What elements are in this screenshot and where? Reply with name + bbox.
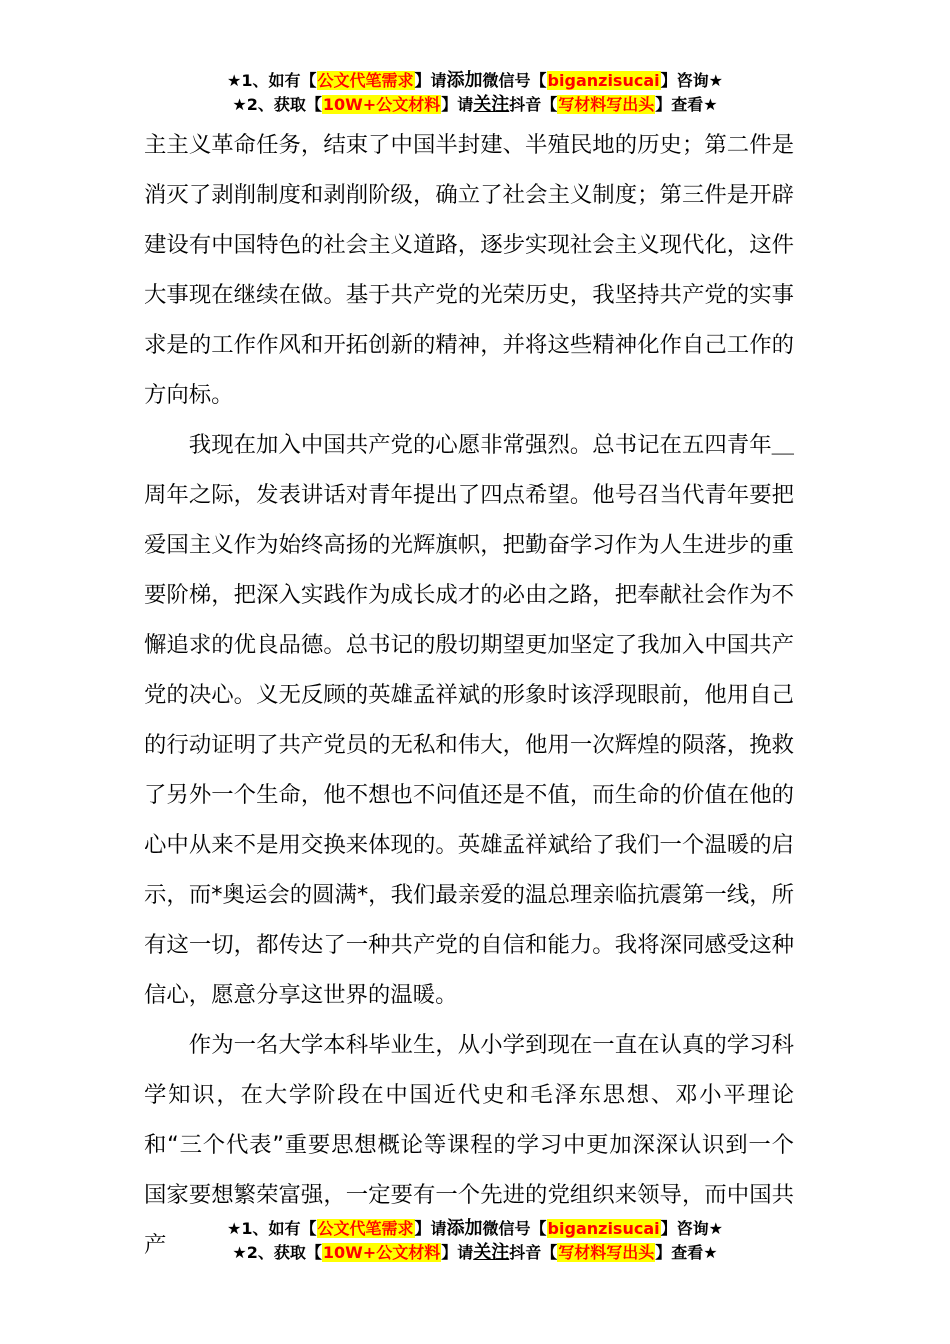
paragraph: 作为一名大学本科毕业生，从小学到现在一直在认真的学习科学知识，在大学阶段在中国近代史和毛泽东思想、邓小平理论和“三个代表”重要思想概论等课程的学习中更加深深认识到一个国家要想繁荣富强，一定要有一个先进的党组织来领导，而中国共产 — [144, 1032, 794, 1258]
banner-emphasis: 添加 — [446, 1218, 483, 1239]
banner-text: 抖音【 — [509, 95, 558, 114]
banner-text: 】查看★ — [655, 1243, 718, 1262]
banner-wechat-id: biganzisucai — [547, 71, 660, 90]
banner-emphasis: 关注 — [473, 94, 510, 115]
banner-highlight: 写材料写出头 — [558, 1243, 655, 1262]
header-banner — [0, 70, 950, 118]
banner-text: 微信号【 — [482, 71, 547, 90]
banner-text: ★2、获取【 — [232, 95, 322, 114]
banner-line-1 — [0, 70, 950, 94]
banner-emphasis: 添加 — [446, 70, 483, 91]
banner-text: ★1、如有【 — [227, 71, 317, 90]
banner-highlight: 写材料写出头 — [558, 95, 655, 114]
banner-highlight: 10W+公文材料 — [322, 95, 441, 114]
banner-line-1 — [0, 1218, 950, 1242]
banner-text: 】请 — [441, 1243, 474, 1262]
banner-text: 抖音【 — [509, 1243, 558, 1262]
banner-text: 】请 — [414, 71, 447, 90]
banner-text: 】请 — [441, 95, 474, 114]
banner-line-2 — [0, 1242, 950, 1266]
banner-text: 】请 — [414, 1219, 447, 1238]
banner-highlight: 公文代笔需求 — [317, 1219, 414, 1238]
banner-wechat-id: biganzisucai — [547, 1219, 660, 1238]
banner-text: ★1、如有【 — [227, 1219, 317, 1238]
banner-text: ★2、获取【 — [232, 1243, 322, 1262]
banner-line-2 — [0, 94, 950, 118]
paragraph: 主主义革命任务，结束了中国半封建、半殖民地的历史；第二件是消灭了剥削制度和剥削阶级，确立了社会主义制度；第三件是开辟建设有中国特色的社会主义道路，逐步实现社会主义现代化，这件大事现在继续在做。基于共产党的光荣历史，我坚持共产党的实事求是的工作作风和开拓创新的精神，并将这些精神化作自己工作的方向标。 — [144, 132, 794, 408]
banner-text: 】查看★ — [655, 95, 718, 114]
document-body — [144, 120, 794, 1270]
banner-text: 】咨询★ — [660, 1219, 723, 1238]
banner-text: 】咨询★ — [660, 71, 723, 90]
banner-emphasis: 关注 — [473, 1242, 510, 1263]
paragraph: 我现在加入中国共产党的心愿非常强烈。总书记在五四青年＿周年之际，发表讲话对青年提出了四点希望。他号召当代青年要把爱国主义作为始终高扬的光辉旗帜，把勤奋学习作为人生进步的重要阶梯，把深入实践作为成长成才的必由之路，把奉献社会作为不懈追求的优良品德。总书记的殷切期望更加坚定了我加入中国共产党的决心。义无反顾的英雄孟祥斌的形象时该浮现眼前，他用自己的行动证明了共产党员的无私和伟大，他用一次辉煌的陨落，挽救了另外一个生命，他不想也不问值还是不值，而生命的价值在他的心中从来不是用交换来体现的。英雄孟祥斌给了我们一个温暖的启示，而*奥运会的圆满*，我们最亲爱的温总理亲临抗震第一线，所有这一切，都传达了一种共产党的自信和能力。我将深同感受这种信心，愿意分享这世界的温暖。 — [144, 432, 794, 1008]
banner-highlight: 10W+公文材料 — [322, 1243, 441, 1262]
banner-text: 微信号【 — [482, 1219, 547, 1238]
banner-highlight: 公文代笔需求 — [317, 71, 414, 90]
footer-banner — [0, 1218, 950, 1266]
